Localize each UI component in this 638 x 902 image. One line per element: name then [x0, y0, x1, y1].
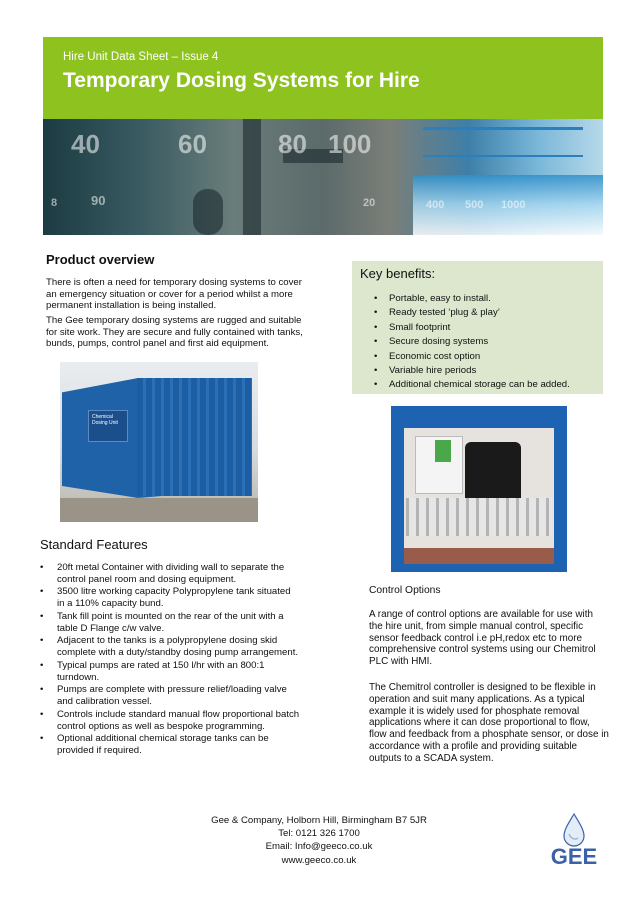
issue-label: Hire Unit Data Sheet – Issue 4	[63, 51, 219, 63]
standard-features-list	[40, 562, 300, 758]
pipe-shape	[243, 119, 261, 235]
gauge-number: 400	[426, 199, 445, 211]
benefit-item: • Variable hire periods	[374, 364, 570, 378]
benefit-item: • Additional chemical storage can be added.	[374, 378, 570, 392]
key-benefits-box	[352, 261, 603, 394]
container-interior-photo	[391, 406, 567, 572]
railing-shape	[423, 127, 583, 157]
benefit-item: • Small footprint	[374, 321, 570, 335]
ground-shape	[60, 498, 258, 522]
container-sign	[88, 410, 128, 442]
valve-shape	[193, 189, 223, 235]
benefit-item: • Ready tested ‘plug & play’	[374, 306, 570, 320]
gee-logo	[540, 812, 608, 868]
container-exterior-photo	[60, 362, 258, 522]
first-aid-box	[435, 440, 451, 462]
benefit-item: • Secure dosing systems	[374, 335, 570, 349]
bund-grating	[406, 498, 552, 536]
banner-image	[43, 119, 603, 235]
container-sign-text: Chemical Dosing Unit	[92, 414, 118, 426]
gauge-number: 80	[278, 129, 307, 159]
feature-item: • Adjacent to the tanks is a polypropylene dosing skid complete with a duty/standby dosing pump arrangement.	[40, 635, 300, 658]
gauge-number: 20	[363, 197, 376, 209]
gauge-number: 1000	[501, 199, 526, 211]
water-drop-icon	[564, 814, 584, 846]
logo-text: GEE	[550, 844, 598, 868]
overview-paragraph-2: The Gee temporary dosing systems are rugged and suitable for site work. They are secure and fully contained with tanks, bunds, pumps, control panel and first aid equipment.	[46, 315, 303, 350]
feature-item: • Typical pumps are rated at 150 l/hr with an 800:1 turndown.	[40, 660, 300, 683]
control-paragraph-1: A range of control options are available for use with the hire unit, from simple manual control, specific sensor feedback control i.e pH,redox etc to more comprehensive control systems using our Chemitrol PLC with HMI.	[369, 609, 596, 668]
benefits-heading: Key benefits:	[360, 266, 436, 281]
overview-heading: Product overview	[46, 252, 155, 267]
feature-item: • Tank fill point is mounted on the rear of the unit with a table D Flange c/w valve.	[40, 611, 300, 634]
feature-item: • 3500 litre working capacity Polypropylene tank situated in a 110% capacity bund.	[40, 586, 300, 609]
page-title: Temporary Dosing Systems for Hire	[63, 69, 420, 92]
control-paragraph-2: The Chemitrol controller is designed to be flexible in operation and suit many applications. As a typical example it is widely used for phosphate removal applications where it can dose proportional to flow, flow and feedback from a phosphate sensor, or dose in accordance with a profile and providing suitable outputs to a SCADA system.	[369, 682, 609, 764]
footer-tel: Tel: 0121 326 1700	[278, 828, 360, 840]
gauge-number: 90	[91, 193, 106, 208]
feature-item: • 20ft metal Container with dividing wall to separate the control panel room and dosing equipment.	[40, 562, 300, 585]
footer-website[interactable]: www.geeco.co.uk	[281, 854, 357, 866]
footer-email[interactable]: Email: Info@geeco.co.uk	[265, 841, 373, 853]
container-door-panels	[137, 378, 252, 496]
interior-floor	[404, 548, 554, 564]
standard-features-heading: Standard Features	[40, 537, 148, 552]
header-band	[43, 37, 603, 119]
feature-item: • Optional additional chemical storage tanks can be provided if required.	[40, 733, 300, 756]
feature-item: • Controls include standard manual flow proportional batch control options as well as bespoke programming.	[40, 709, 300, 732]
gauge-number: 100	[328, 129, 372, 159]
benefit-item: • Portable, easy to install.	[374, 292, 570, 306]
benefits-list	[374, 292, 570, 393]
gauge-number: 60	[178, 129, 207, 159]
overview-paragraph-1: There is often a need for temporary dosing systems to cover an emergency situation or cover for a period whilst a more permanent installation is being installed.	[46, 277, 302, 312]
feature-item: • Pumps are complete with pressure relief/loading valve and calibration vessel.	[40, 684, 300, 707]
footer-address: Gee & Company, Holborn Hill, Birmingham B7 5JR	[211, 815, 427, 826]
gauge-number: 8	[51, 197, 58, 209]
control-options-heading: Control Options	[369, 585, 441, 596]
benefit-item: • Economic cost option	[374, 350, 570, 364]
gauge-number: 40	[71, 129, 100, 159]
gauge-number: 500	[465, 199, 484, 211]
